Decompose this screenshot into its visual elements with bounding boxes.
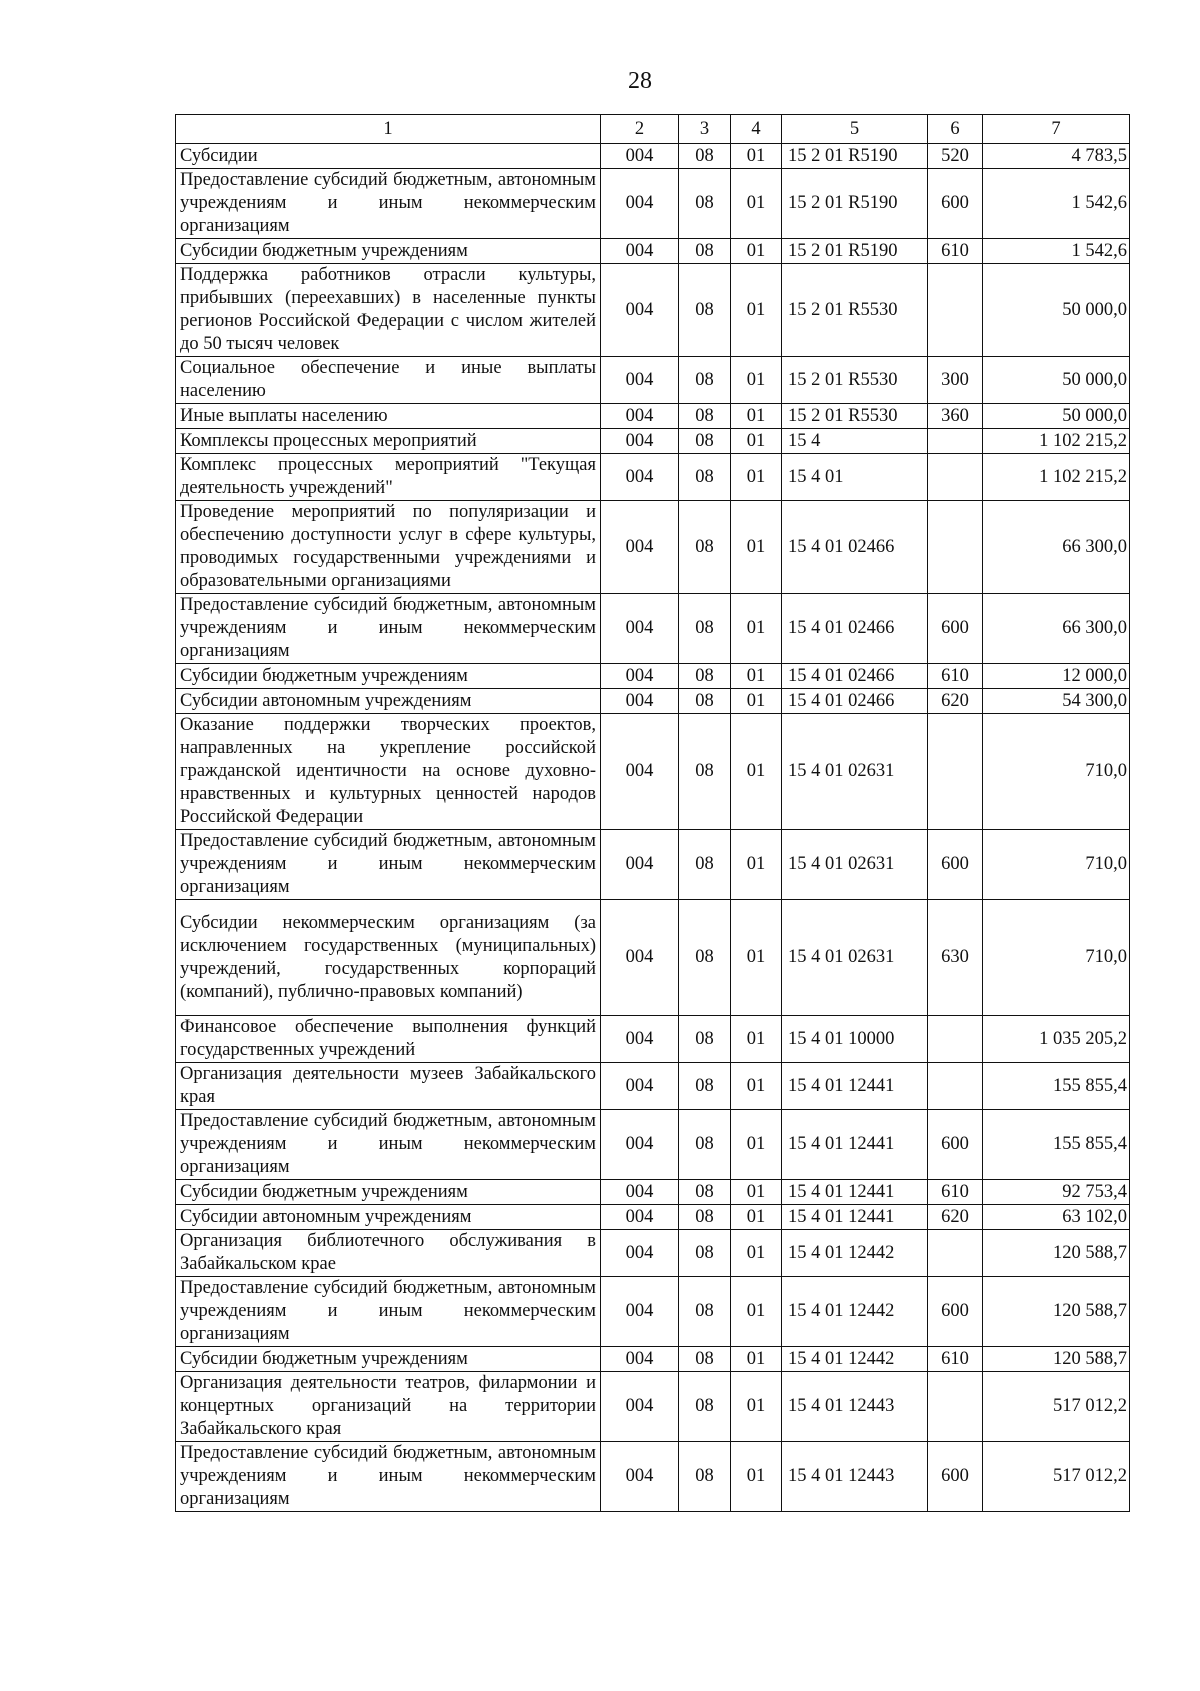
cell-col6: 620 — [928, 689, 983, 714]
cell-col6 — [928, 1063, 983, 1110]
page-number: 28 — [628, 68, 652, 94]
cell-col3: 08 — [679, 239, 731, 264]
cell-col4: 01 — [731, 264, 782, 357]
cell-col7: 1 035 205,2 — [983, 1016, 1130, 1063]
budget-table — [175, 114, 1130, 1512]
cell-col2: 004 — [601, 454, 679, 501]
cell-col4: 01 — [731, 169, 782, 239]
cell-col7: 710,0 — [983, 900, 1130, 1016]
cell-col6: 610 — [928, 239, 983, 264]
row-name: Предоставление субсидий бюджетным, автономным учреждениям и иным некоммерческим организациям — [176, 594, 601, 664]
cell-col3: 08 — [679, 454, 731, 501]
cell-col3: 08 — [679, 1110, 731, 1180]
cell-col3: 08 — [679, 1180, 731, 1205]
cell-col6: 600 — [928, 169, 983, 239]
row-name: Оказание поддержки творческих проектов, направленных на укрепление российской гражданской идентичности на основе духовно-нравственных и культурных ценностей народов Российской Федерации — [176, 714, 601, 830]
cell-col4: 01 — [731, 830, 782, 900]
cell-col6 — [928, 1230, 983, 1277]
cell-col5: 15 4 01 02631 — [782, 714, 928, 830]
cell-col3: 08 — [679, 714, 731, 830]
cell-col7: 155 855,4 — [983, 1063, 1130, 1110]
cell-col3: 08 — [679, 1442, 731, 1512]
cell-col2: 004 — [601, 264, 679, 357]
cell-col6: 610 — [928, 1180, 983, 1205]
cell-col5: 15 4 01 12443 — [782, 1372, 928, 1442]
table-row — [176, 1347, 1130, 1372]
cell-col4: 01 — [731, 144, 782, 169]
cell-col5: 15 4 01 02466 — [782, 501, 928, 594]
cell-col7: 66 300,0 — [983, 501, 1130, 594]
cell-col4: 01 — [731, 689, 782, 714]
cell-col5: 15 4 01 02466 — [782, 664, 928, 689]
cell-col6: 600 — [928, 594, 983, 664]
cell-col7: 710,0 — [983, 830, 1130, 900]
cell-col6 — [928, 1372, 983, 1442]
cell-col7: 120 588,7 — [983, 1230, 1130, 1277]
cell-col7: 50 000,0 — [983, 264, 1130, 357]
cell-col7: 50 000,0 — [983, 404, 1130, 429]
table-row — [176, 1180, 1130, 1205]
cell-col3: 08 — [679, 1205, 731, 1230]
cell-col6: 600 — [928, 830, 983, 900]
cell-col3: 08 — [679, 1016, 731, 1063]
cell-col6: 600 — [928, 1277, 983, 1347]
cell-col5: 15 4 01 02631 — [782, 900, 928, 1016]
cell-col4: 01 — [731, 714, 782, 830]
cell-col6 — [928, 454, 983, 501]
cell-col2: 004 — [601, 501, 679, 594]
table-row — [176, 714, 1130, 830]
column-header: 6 — [928, 115, 983, 144]
cell-col2: 004 — [601, 429, 679, 454]
table-row — [176, 454, 1130, 501]
cell-col5: 15 4 01 — [782, 454, 928, 501]
cell-col4: 01 — [731, 404, 782, 429]
row-name: Предоставление субсидий бюджетным, автономным учреждениям и иным некоммерческим организациям — [176, 169, 601, 239]
cell-col3: 08 — [679, 1230, 731, 1277]
cell-col7: 12 000,0 — [983, 664, 1130, 689]
column-header: 7 — [983, 115, 1130, 144]
cell-col7: 54 300,0 — [983, 689, 1130, 714]
cell-col7: 155 855,4 — [983, 1110, 1130, 1180]
cell-col2: 004 — [601, 714, 679, 830]
cell-col3: 08 — [679, 1372, 731, 1442]
cell-col2: 004 — [601, 1205, 679, 1230]
table-row — [176, 169, 1130, 239]
cell-col7: 4 783,5 — [983, 144, 1130, 169]
cell-col2: 004 — [601, 594, 679, 664]
column-header: 4 — [731, 115, 782, 144]
table-row — [176, 1442, 1130, 1512]
table-row — [176, 429, 1130, 454]
cell-col2: 004 — [601, 1063, 679, 1110]
column-header: 5 — [782, 115, 928, 144]
row-name: Субсидии бюджетным учреждениям — [176, 239, 601, 264]
cell-col6: 600 — [928, 1110, 983, 1180]
table-row — [176, 594, 1130, 664]
table-row — [176, 900, 1130, 1016]
cell-col3: 08 — [679, 900, 731, 1016]
cell-col4: 01 — [731, 1442, 782, 1512]
cell-col2: 004 — [601, 169, 679, 239]
cell-col4: 01 — [731, 1347, 782, 1372]
cell-col6 — [928, 501, 983, 594]
cell-col4: 01 — [731, 1372, 782, 1442]
row-name: Организация деятельности театров, филармонии и концертных организаций на территории Забайкальского края — [176, 1372, 601, 1442]
cell-col3: 08 — [679, 830, 731, 900]
cell-col2: 004 — [601, 239, 679, 264]
cell-col6: 620 — [928, 1205, 983, 1230]
row-name: Комплексы процессных мероприятий — [176, 429, 601, 454]
cell-col2: 004 — [601, 1180, 679, 1205]
cell-col3: 08 — [679, 144, 731, 169]
cell-col4: 01 — [731, 1110, 782, 1180]
cell-col4: 01 — [731, 594, 782, 664]
cell-col5: 15 2 01 R5190 — [782, 239, 928, 264]
cell-col5: 15 4 01 12441 — [782, 1180, 928, 1205]
cell-col2: 004 — [601, 1016, 679, 1063]
cell-col4: 01 — [731, 1230, 782, 1277]
row-name: Организация деятельности музеев Забайкальского края — [176, 1063, 601, 1110]
row-name: Субсидии автономным учреждениям — [176, 689, 601, 714]
cell-col4: 01 — [731, 454, 782, 501]
cell-col5: 15 2 01 R5190 — [782, 169, 928, 239]
cell-col2: 004 — [601, 830, 679, 900]
cell-col5: 15 4 01 12441 — [782, 1110, 928, 1180]
row-name: Субсидии бюджетным учреждениям — [176, 1347, 601, 1372]
cell-col4: 01 — [731, 357, 782, 404]
row-name: Предоставление субсидий бюджетным, автономным учреждениям и иным некоммерческим организациям — [176, 830, 601, 900]
table-row — [176, 1016, 1130, 1063]
table-row — [176, 404, 1130, 429]
cell-col6: 520 — [928, 144, 983, 169]
cell-col2: 004 — [601, 1230, 679, 1277]
cell-col4: 01 — [731, 1205, 782, 1230]
row-name: Предоставление субсидий бюджетным, автономным учреждениям и иным некоммерческим организациям — [176, 1277, 601, 1347]
cell-col7: 710,0 — [983, 714, 1130, 830]
cell-col5: 15 4 01 02631 — [782, 830, 928, 900]
cell-col7: 63 102,0 — [983, 1205, 1130, 1230]
table-row — [176, 357, 1130, 404]
cell-col5: 15 4 01 02466 — [782, 594, 928, 664]
cell-col5: 15 2 01 R5530 — [782, 404, 928, 429]
cell-col5: 15 4 01 12442 — [782, 1347, 928, 1372]
cell-col2: 004 — [601, 1372, 679, 1442]
cell-col5: 15 4 01 10000 — [782, 1016, 928, 1063]
cell-col4: 01 — [731, 501, 782, 594]
cell-col7: 517 012,2 — [983, 1372, 1130, 1442]
table-row — [176, 664, 1130, 689]
table-row — [176, 1110, 1130, 1180]
cell-col6: 610 — [928, 664, 983, 689]
row-name: Субсидии — [176, 144, 601, 169]
table-row — [176, 239, 1130, 264]
cell-col5: 15 2 01 R5530 — [782, 264, 928, 357]
cell-col3: 08 — [679, 404, 731, 429]
row-name: Социальное обеспечение и иные выплаты населению — [176, 357, 601, 404]
cell-col3: 08 — [679, 501, 731, 594]
table-row — [176, 689, 1130, 714]
table-row — [176, 1063, 1130, 1110]
cell-col3: 08 — [679, 264, 731, 357]
cell-col7: 1 102 215,2 — [983, 429, 1130, 454]
cell-col3: 08 — [679, 1347, 731, 1372]
cell-col5: 15 2 01 R5190 — [782, 144, 928, 169]
row-name: Субсидии бюджетным учреждениям — [176, 664, 601, 689]
cell-col3: 08 — [679, 357, 731, 404]
row-name: Субсидии некоммерческим организациям (за исключением государственных (муниципальных) учреждений, государственных корпораций (компаний), публично-правовых компаний) — [176, 900, 601, 1016]
cell-col2: 004 — [601, 689, 679, 714]
cell-col7: 1 542,6 — [983, 169, 1130, 239]
row-name: Предоставление субсидий бюджетным, автономным учреждениям и иным некоммерческим организациям — [176, 1442, 601, 1512]
table-header-row — [176, 115, 1130, 144]
cell-col6 — [928, 429, 983, 454]
cell-col6 — [928, 1016, 983, 1063]
table-row — [176, 1230, 1130, 1277]
row-name: Предоставление субсидий бюджетным, автономным учреждениям и иным некоммерческим организациям — [176, 1110, 601, 1180]
row-name: Финансовое обеспечение выполнения функций государственных учреждений — [176, 1016, 601, 1063]
cell-col7: 66 300,0 — [983, 594, 1130, 664]
table-row — [176, 144, 1130, 169]
column-header: 1 — [176, 115, 601, 144]
cell-col5: 15 4 01 12441 — [782, 1063, 928, 1110]
cell-col7: 517 012,2 — [983, 1442, 1130, 1512]
table-row — [176, 830, 1130, 900]
cell-col6: 300 — [928, 357, 983, 404]
cell-col3: 08 — [679, 1063, 731, 1110]
cell-col2: 004 — [601, 1110, 679, 1180]
cell-col2: 004 — [601, 1442, 679, 1512]
cell-col4: 01 — [731, 1016, 782, 1063]
cell-col5: 15 4 01 12442 — [782, 1277, 928, 1347]
cell-col3: 08 — [679, 429, 731, 454]
table-row — [176, 1205, 1130, 1230]
cell-col2: 004 — [601, 144, 679, 169]
cell-col3: 08 — [679, 1277, 731, 1347]
row-name: Поддержка работников отрасли культуры, прибывших (переехавших) в населенные пункты регионов Российской Федерации с числом жителей до 50 тысяч человек — [176, 264, 601, 357]
cell-col4: 01 — [731, 1063, 782, 1110]
cell-col6 — [928, 714, 983, 830]
cell-col2: 004 — [601, 664, 679, 689]
cell-col2: 004 — [601, 1347, 679, 1372]
cell-col7: 120 588,7 — [983, 1347, 1130, 1372]
cell-col7: 50 000,0 — [983, 357, 1130, 404]
row-name: Субсидии автономным учреждениям — [176, 1205, 601, 1230]
row-name: Организация библиотечного обслуживания в Забайкальском крае — [176, 1230, 601, 1277]
cell-col4: 01 — [731, 1277, 782, 1347]
cell-col3: 08 — [679, 169, 731, 239]
cell-col7: 1 102 215,2 — [983, 454, 1130, 501]
table-row — [176, 1277, 1130, 1347]
cell-col4: 01 — [731, 664, 782, 689]
row-name: Субсидии бюджетным учреждениям — [176, 1180, 601, 1205]
row-name: Иные выплаты населению — [176, 404, 601, 429]
table-row — [176, 264, 1130, 357]
cell-col6 — [928, 264, 983, 357]
cell-col4: 01 — [731, 1180, 782, 1205]
cell-col6: 360 — [928, 404, 983, 429]
column-header: 2 — [601, 115, 679, 144]
cell-col7: 92 753,4 — [983, 1180, 1130, 1205]
cell-col5: 15 4 01 02466 — [782, 689, 928, 714]
cell-col4: 01 — [731, 900, 782, 1016]
cell-col5: 15 2 01 R5530 — [782, 357, 928, 404]
cell-col2: 004 — [601, 357, 679, 404]
cell-col4: 01 — [731, 429, 782, 454]
cell-col4: 01 — [731, 239, 782, 264]
cell-col3: 08 — [679, 594, 731, 664]
cell-col2: 004 — [601, 404, 679, 429]
cell-col6: 600 — [928, 1442, 983, 1512]
cell-col2: 004 — [601, 1277, 679, 1347]
row-name: Проведение мероприятий по популяризации и обеспечению доступности услуг в сфере культуры, проводимых государственными учреждениями и образовательными организациями — [176, 501, 601, 594]
cell-col5: 15 4 01 12443 — [782, 1442, 928, 1512]
cell-col7: 120 588,7 — [983, 1277, 1130, 1347]
table-row — [176, 501, 1130, 594]
cell-col7: 1 542,6 — [983, 239, 1130, 264]
cell-col6: 610 — [928, 1347, 983, 1372]
cell-col5: 15 4 01 12441 — [782, 1205, 928, 1230]
cell-col5: 15 4 — [782, 429, 928, 454]
cell-col5: 15 4 01 12442 — [782, 1230, 928, 1277]
cell-col6: 630 — [928, 900, 983, 1016]
table-row — [176, 1372, 1130, 1442]
column-header: 3 — [679, 115, 731, 144]
row-name: Комплекс процессных мероприятий "Текущая деятельность учреждений" — [176, 454, 601, 501]
cell-col3: 08 — [679, 689, 731, 714]
cell-col2: 004 — [601, 900, 679, 1016]
cell-col3: 08 — [679, 664, 731, 689]
